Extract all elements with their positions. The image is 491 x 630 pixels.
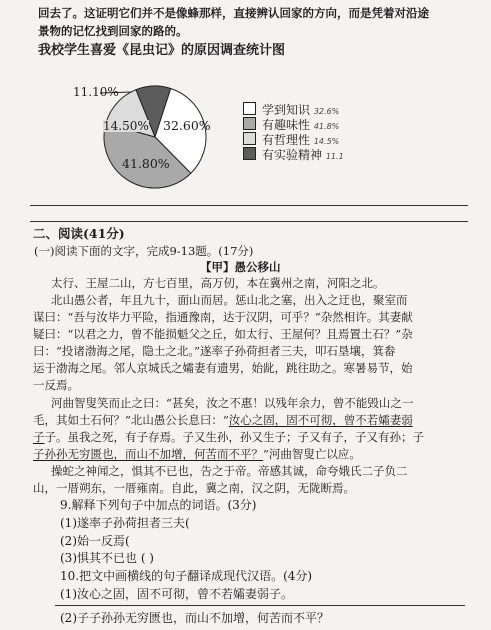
legend-note-experiment: 11.1 [325,152,344,161]
chart-title: 我校学生喜爱《昆虫记》的原因调查统计图 [38,43,286,58]
underlined-sentence-2: 子孙孙无穷匮也，而山不加增，何苦而不平？ [33,447,263,461]
legend-swatch-philosophy [243,132,256,145]
question-9: 9.解释下列句子中加点的词语。(3分) [60,498,257,512]
subsection-title: (一)阅读下面的文字，完成9-13题。(17分) [34,244,254,258]
legend-label-interest: 有趣味性 [262,118,311,132]
legend-note-philosophy: 14.5% [313,137,340,146]
passage-line-11 [33,447,361,461]
slice-label-knowledge: 32.60% [163,118,211,133]
passage-line-9-text: 毛，其如土石何？”北山愚公长息曰：“ [33,413,229,427]
legend-swatch-experiment [243,147,256,160]
passage-tail-line-1: 回去了。这证明它们并不是像蜂那样，直接辨认回家的方向，而是凭着对沿途 [38,6,429,20]
underlined-sentence-1-end: 子 [33,430,45,444]
passage-line-11-text: ”河曲智叟亡以应。 [263,447,361,461]
legend-swatch-knowledge [243,102,256,115]
answer-line-3 [55,605,465,606]
legend-item-experiment [243,147,344,163]
passage-line-9 [33,413,413,427]
slice-label-interest: 41.80% [122,156,170,171]
passage-line-7: 一反焉。 [33,378,79,392]
passage-line-3: 谋曰：“吾与汝毕力平险，指通豫南，达于汉阴，可乎？”杂然相许。其妻献 [33,310,413,324]
answer-line-1 [30,205,468,206]
question-9-2: (2)始一反焉( [60,534,130,548]
passage-line-4: 疑曰：“以君之力，曾不能损魁父之丘，如太行、王屋何？且焉置土石？”杂 [33,327,413,341]
passage-line-2: 北山愚公者，年且九十，面山而居。惩山北之塞，出入之迂也，聚室而 [51,293,408,307]
slice-label-experiment: 11.10% [73,85,119,99]
passage-line-10 [33,430,424,444]
passage-line-6: 运于渤海之尾。邻人京城氏之孀妻有遗男，始龀，跳往助之。寒暑易节，始 [33,361,413,375]
legend-label-knowledge: 学到知识 [262,103,311,117]
passage-tail-line-2: 景物的记忆找到回家的路的。 [38,24,188,38]
question-9-1: (1)遂率子孙荷担者三夫( [60,516,190,530]
answer-line-2 [30,221,468,222]
passage-line-5: 曰：“投诸渤海之尾，隐土之北。”遂率子孙荷担者三夫，叩石垦壤，箕畚 [33,344,396,358]
passage-line-10-text: 子。虽我之死，有子存焉。子又生孙，孙又生子；子又有子，子又有孙；子 [44,430,424,444]
passage-line-13: 山，一厝朔东，一厝雍南。自此，冀之南，汉之阴，无陇断焉。 [33,481,355,495]
question-9-3: (3)惧其不已也 ( ) [60,551,154,565]
question-10-1: (1)汝心之固，固不可彻，曾不若孀妻弱子。 [60,587,293,601]
underlined-sentence-1: 汝心之固，固不可彻，曾不若孀妻弱 [228,413,413,427]
text-title: 【甲】愚公移山 [200,260,281,274]
legend-label-philosophy: 有哲理性 [262,133,311,147]
question-10-2: (2)子子孙孙无穷匮也，而山不加增，何苦而不平？ [60,611,329,625]
legend-note-interest: 41.8% [313,122,340,131]
section-title: 二、阅读(41分) [33,226,125,241]
legend-swatch-interest [243,117,256,130]
legend-label-experiment: 有实验精神 [262,148,323,162]
passage-line-12: 操蛇之神闻之，惧其不已也，告之于帝。帝感其诚，命夸娥氏二子负二 [51,464,408,478]
passage-line-8: 河曲智叟笑而止之曰：“甚矣，汝之不惠！以残年余力，曾不能毁山之一 [51,396,414,410]
slice-label-philosophy: 14.50% [103,119,149,133]
legend-item-interest [243,117,339,133]
legend-note-knowledge: 32.6% [313,107,340,116]
legend-item-knowledge [243,102,339,118]
passage-line-1: 太行、王屋二山，方七百里，高万仞，本在冀州之南，河阳之北。 [51,276,385,290]
question-10: 10.把文中画横线的句子翻译成现代汉语。(4分) [60,569,313,583]
legend-item-philosophy [243,132,339,148]
